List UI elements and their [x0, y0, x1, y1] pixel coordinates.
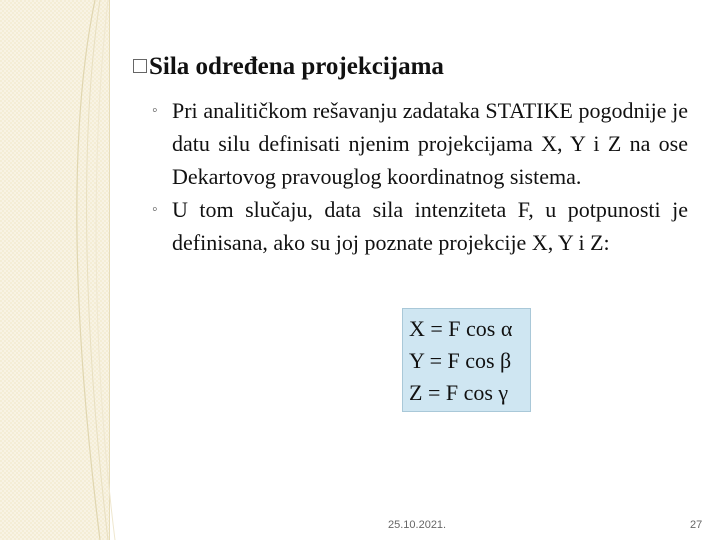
- slide-title-text: Sila određena projekcijama: [149, 53, 444, 80]
- bullet-item: [152, 94, 688, 193]
- formula-y: Y = F cos β: [409, 348, 512, 373]
- bullet-text: Pri analitičkom rešavanju zadataka STATIKE pogodnije je datu silu definisati njenim projekcijama X, Y i Z na ose Dekartovog pravouglog koordinatnog sistema.: [172, 98, 688, 189]
- bullet-item: [152, 193, 688, 259]
- formula-x: X = F cos α: [409, 316, 513, 341]
- box-glyph-icon: [133, 59, 147, 73]
- slide-title: [133, 52, 444, 82]
- bullet-text: U tom slučaju, data sila intenziteta F, u potpunosti je definisana, ako su joj poznate projekcije X, Y i Z:: [172, 197, 688, 255]
- formula-box: [402, 308, 531, 412]
- bullet-list: [152, 94, 688, 259]
- bullet-marker-icon: ◦: [152, 201, 158, 218]
- bullet-marker-icon: ◦: [152, 102, 158, 119]
- footer-page-number: 27: [690, 519, 703, 531]
- formula-z: Z = F cos γ: [409, 380, 509, 405]
- footer-date: 25.10.2021.: [388, 519, 447, 531]
